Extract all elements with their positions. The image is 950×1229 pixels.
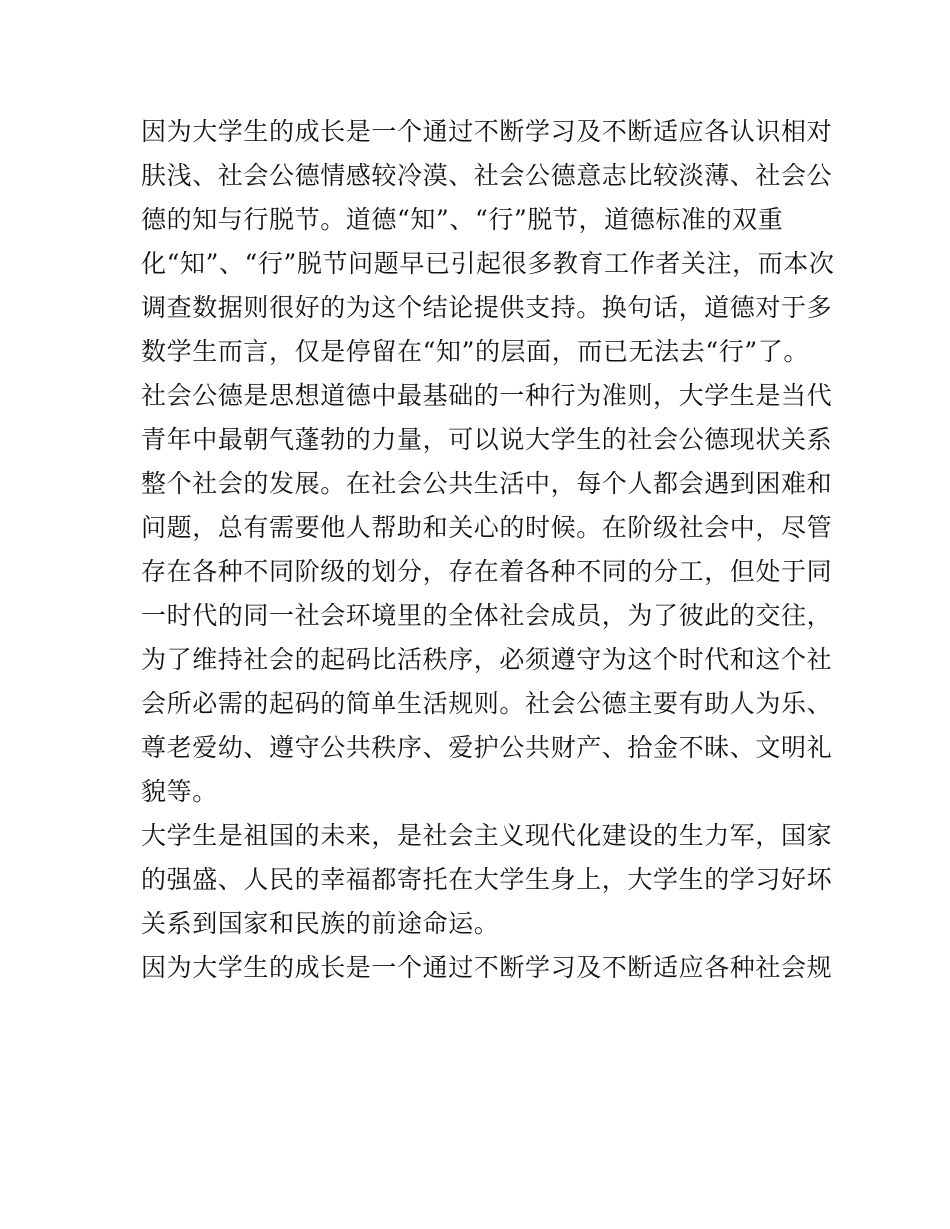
text-line: 调查数据则很好的为这个结论提供支持。换句话，道德对于多 bbox=[141, 293, 833, 322]
text-line: 肤浅、社会公德情感较冷漠、社会公德意志比较淡薄、社会公 bbox=[141, 161, 833, 190]
text-line: 青年中最朝气蓬勃的力量，可以说大学生的社会公德现状关系 bbox=[141, 425, 833, 454]
text-line: 会所必需的起码的简单生活规则。社会公德主要有助人为乐、 bbox=[141, 689, 833, 718]
text-line: 因为大学生的成长是一个通过不断学习及不断适应各种社会规 bbox=[141, 953, 833, 982]
text-line: 德的知与行脱节。道德“知”、“行”脱节，道德标准的双重 bbox=[141, 205, 784, 234]
text-line: 貌等。 bbox=[141, 777, 218, 806]
text-line: 关系到国家和民族的前途命运。 bbox=[141, 909, 500, 938]
text-line: 问题，总有需要他人帮助和关心的时候。在阶级社会中，尽管 bbox=[141, 513, 833, 542]
text-line: 大学生是祖国的未来，是社会主义现代化建设的生力军，国家 bbox=[141, 821, 833, 850]
text-line: 为了维持社会的起码比活秩序，必须遵守为这个时代和这个社 bbox=[141, 645, 833, 674]
text-line: 社会公德是思想道德中最基础的一种行为准则，大学生是当代 bbox=[141, 381, 833, 410]
body-text bbox=[141, 110, 835, 990]
text-line: 化“知”、“行”脱节问题早已引起很多教育工作者关注，而本次 bbox=[141, 249, 835, 278]
text-line: 存在各种不同阶级的划分，存在着各种不同的分工，但处于同 bbox=[141, 557, 833, 586]
text-line: 的强盛、人民的幸福都寄托在大学生身上，大学生的学习好坏 bbox=[141, 865, 833, 894]
text-line: 因为大学生的成长是一个通过不断学习及不断适应各认识相对 bbox=[141, 117, 833, 146]
text-line: 整个社会的发展。在社会公共生活中，每个人都会遇到困难和 bbox=[141, 469, 833, 498]
text-line: 尊老爱幼、遵守公共秩序、爱护公共财产、拾金不昧、文明礼 bbox=[141, 733, 833, 762]
text-line: 数学生而言，仅是停留在“知”的层面，而已无法去“行”了。 bbox=[141, 337, 809, 366]
text-line: 一时代的同一社会环境里的全体社会成员，为了彼此的交往， bbox=[141, 601, 833, 630]
